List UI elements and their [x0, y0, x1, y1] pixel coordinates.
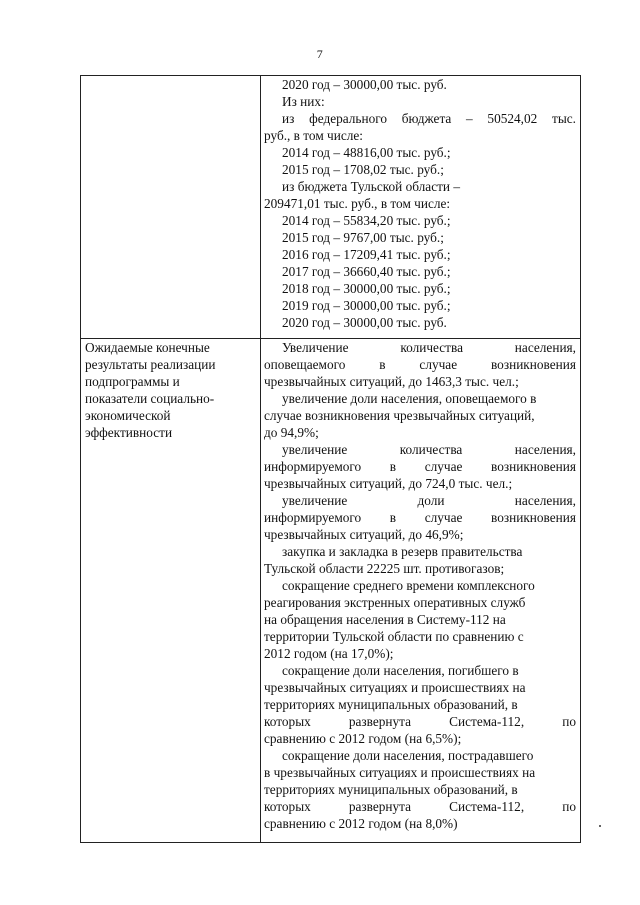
finance-line: 2019 год – 30000,00 тыс. руб.; [282, 298, 451, 313]
finance-line: Из них: [282, 94, 325, 109]
result-line: территории Тульской области по сравнению с [264, 629, 524, 644]
result-item [264, 441, 576, 492]
results-label-line: экономической [85, 408, 171, 423]
result-line: на обращения населения в Систему-112 на [264, 612, 506, 627]
result-line: до 94,9%; [264, 425, 319, 440]
result-line: случае возникновения чрезвычайных ситуаций, [264, 408, 535, 423]
result-item [264, 339, 576, 390]
result-line: которых развернута Система-112, по [264, 799, 576, 814]
result-line: сравнению с 2012 годом (на 6,5%); [264, 731, 462, 746]
result-line: Тульской области 22225 шт. противогазов; [264, 561, 505, 576]
results-label-line: Ожидаемые конечные [85, 340, 210, 355]
result-line: увеличение доли населения, оповещаемого в [282, 391, 537, 406]
results-label-cell [85, 339, 255, 441]
page-number: 7 [316, 47, 324, 61]
result-line: оповещаемого в случае возникновения [264, 357, 576, 372]
result-item [264, 390, 576, 441]
result-item [264, 543, 576, 577]
result-line: территориях муниципальных образований, в [264, 697, 518, 712]
result-line: закупка и закладка в резерв правительства [282, 544, 523, 559]
result-line: чрезвычайных ситуаций, до 1463,3 тыс. чел.; [264, 374, 519, 389]
result-line: сокращение среднего времени комплексного [282, 578, 535, 593]
result-line: увеличение количества населения, [282, 442, 576, 457]
result-line: чрезвычайных ситуациях и происшествиях на [264, 680, 526, 695]
finance-line: руб., в том числе: [264, 128, 363, 143]
financing-cell [264, 76, 576, 331]
results-cell [264, 339, 576, 832]
result-item [264, 577, 576, 662]
result-line: сокращение доли населения, пострадавшего [282, 748, 534, 763]
result-line: территориях муниципальных образований, в [264, 782, 518, 797]
results-label-line: показатели социально- [85, 391, 215, 406]
result-line: чрезвычайных ситуаций, до 724,0 тыс. чел.; [264, 476, 513, 491]
finance-line: из бюджета Тульской области – [282, 179, 461, 194]
result-line: Увеличение количества населения, [282, 340, 576, 355]
finance-line: 2016 год – 17209,41 тыс. руб.; [282, 247, 451, 262]
result-item [264, 492, 576, 543]
results-label-line: эффективности [85, 425, 173, 440]
result-line: в чрезвычайных ситуациях и происшествиях на [264, 765, 536, 780]
result-item [264, 662, 576, 747]
finance-line: из федерального бюджета – 50524,02 тыс. [282, 111, 576, 126]
finance-line: 2015 год – 9767,00 тыс. руб.; [282, 230, 444, 245]
result-line: 2012 годом (на 17,0%); [264, 646, 394, 661]
finance-line: 2014 год – 48816,00 тыс. руб.; [282, 145, 451, 160]
finance-line: 2015 год – 1708,02 тыс. руб.; [282, 162, 444, 177]
program-passport-table [80, 75, 581, 843]
column-divider [260, 76, 261, 842]
results-label-line: подпрограммы и [85, 374, 180, 389]
finance-line: 2014 год – 55834,20 тыс. руб.; [282, 213, 451, 228]
scan-speck [599, 825, 601, 827]
finance-line: 2020 год – 30000,00 тыс. руб. [282, 315, 447, 330]
result-line: информируемого в случае возникновения [264, 510, 576, 525]
result-line: сравнению с 2012 годом (на 8,0%) [264, 816, 458, 831]
result-line: информируемого в случае возникновения [264, 459, 576, 474]
finance-line: 209471,01 тыс. руб., в том числе: [264, 196, 451, 211]
result-line: чрезвычайных ситуаций, до 46,9%; [264, 527, 464, 542]
finance-line: 2017 год – 36660,40 тыс. руб.; [282, 264, 451, 279]
finance-line: 2020 год – 30000,00 тыс. руб. [282, 77, 447, 92]
result-line: сокращение доли населения, погибшего в [282, 663, 519, 678]
result-line: реагирования экстренных оперативных служб [264, 595, 526, 610]
result-line: увеличение доли населения, [282, 493, 576, 508]
results-label-line: результаты реализации [85, 357, 216, 372]
result-item [264, 747, 576, 832]
result-line: которых развернута Система-112, по [264, 714, 576, 729]
finance-line: 2018 год – 30000,00 тыс. руб.; [282, 281, 451, 296]
